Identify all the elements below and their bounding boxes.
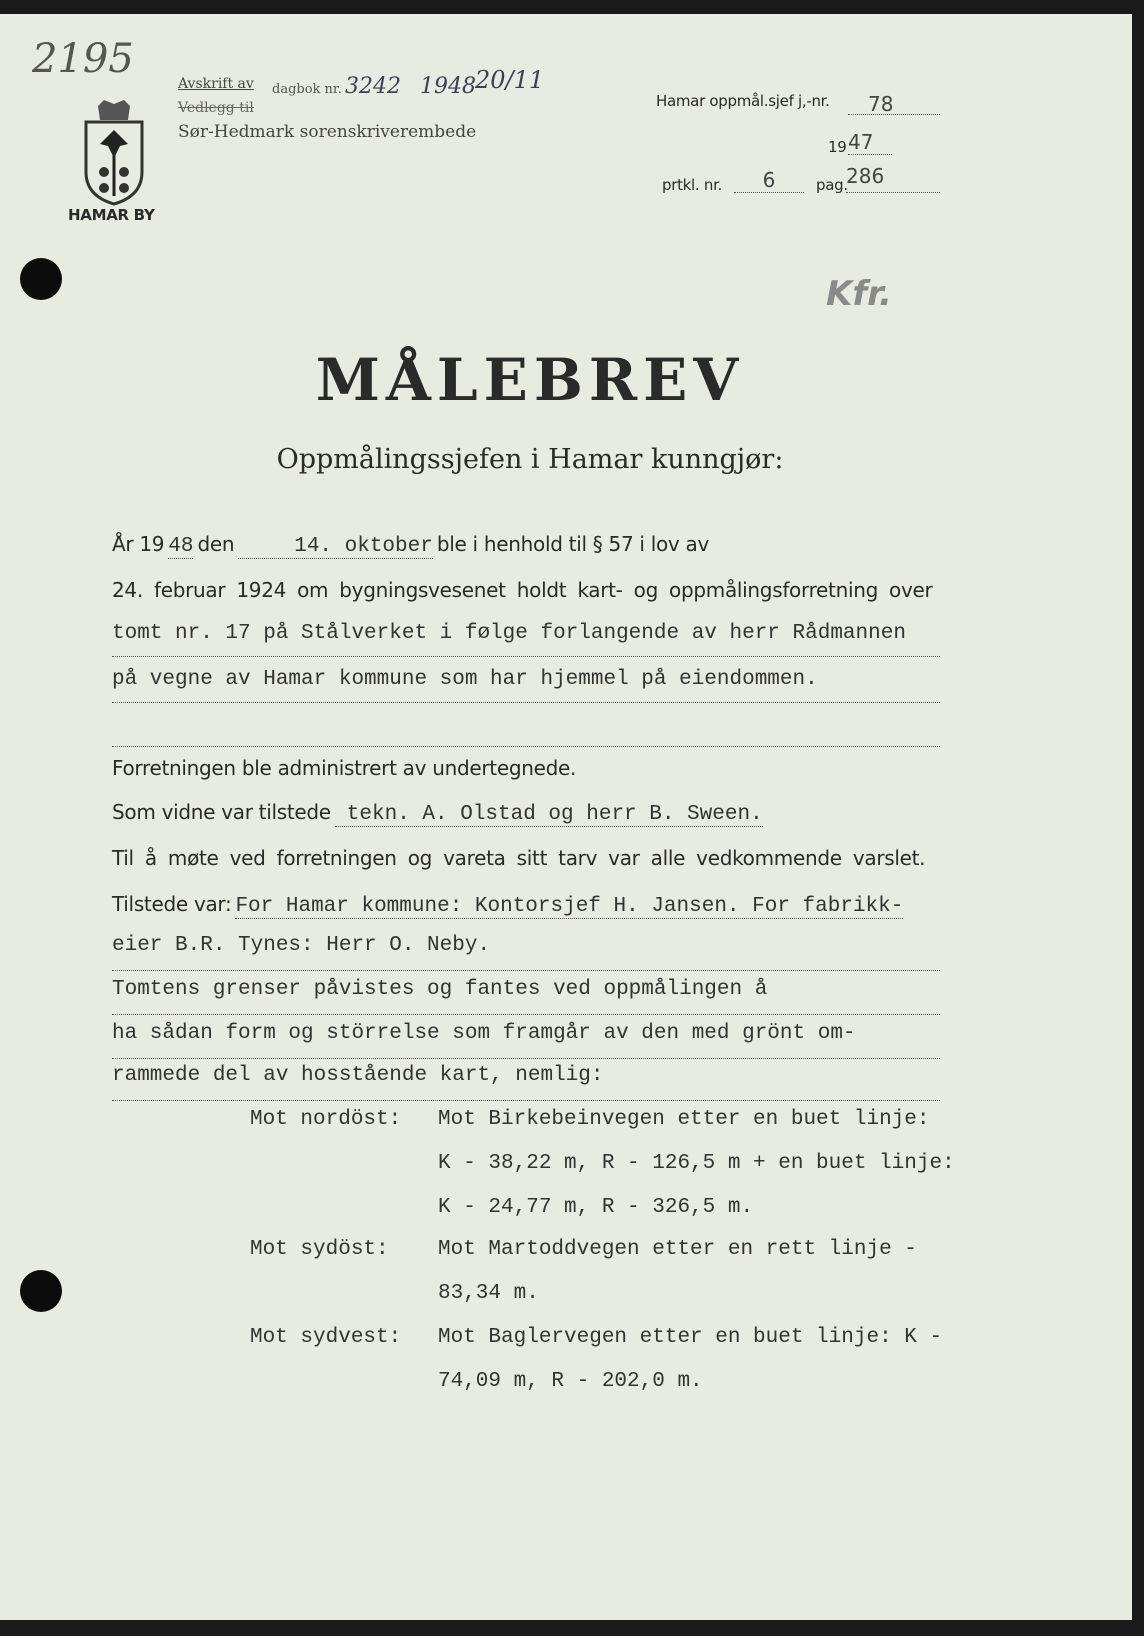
prtkl-value: 6 [734,168,804,193]
stamp-vedlegg: Vedlegg til [178,100,254,116]
body-line-10: Tomtens grenser påvistes og fantes ved oppmålingen å [112,978,768,1001]
pag-label: pag. [816,176,848,194]
boundary-label-southeast: Mot sydöst: [250,1238,389,1261]
boundary-label-southwest: Mot sydvest: [250,1326,402,1349]
dagbok-number: 3242 [345,74,401,99]
body-line-5: Forretningen ble administrert av undertegnede. [112,756,577,780]
body-line-7: Til å møte ved forretningen og vareta sitt tarv var alle vedkommende varslet. [112,846,926,870]
page-title: MÅLEBREV [315,346,745,414]
body-line-6: Som vidne var tilstede tekn. A. Olstad og herr B. Sween. [112,800,763,826]
body-line-11: ha sådan form og störrelse som framgår av den med grönt om- [112,1022,856,1045]
dagbok-year: 1948 [420,74,476,99]
body-line-12: rammede del av hosstående kart, nemlig: [112,1064,604,1087]
prtkl-label: prtkl. nr. [662,176,723,194]
boundary-text: Mot Birkebeinvegen etter en buet linje: [438,1108,930,1131]
margin-note: Kfr. [826,274,892,314]
boundary-text: 83,34 m. [438,1282,539,1305]
boundary-text: K - 24,77 m, R - 326,5 m. [438,1196,754,1219]
court-name: Sør-Hedmark sorenskriverembede [178,122,477,142]
body-line-2: 24. februar 1924 om bygningsvesenet holdt kart- og oppmålingsforretning over [112,578,933,602]
year-value: 47 [848,130,892,155]
boundary-text: Mot Baglervegen etter en buet linje: K - [438,1326,943,1349]
punch-hole [20,1270,62,1312]
body-line-1: År 19 48 den 14. oktober ble i henhold til § 57 i lov av [112,532,710,558]
boundary-text: 74,09 m, R - 202,0 m. [438,1370,703,1393]
coat-of-arms-icon [78,100,150,206]
boundary-text: Mot Martoddvegen etter en rett linje - [438,1238,917,1261]
dagbok-date: 20/11 [475,66,545,94]
page-subtitle: Oppmålingssjefen i Hamar kunngjør: [276,444,784,475]
jnr-field: 78 [848,92,940,115]
stamp-avskrift: Avskrift av [178,76,254,92]
boundary-label-northeast: Mot nordöst: [250,1108,402,1131]
year-prefix: 19 [828,138,847,156]
document-page [0,14,1132,1620]
city-label: HAMAR BY [68,206,155,224]
jnr-label: Hamar oppmål.sjef j,-nr. [656,92,830,110]
body-line-3: tomt nr. 17 på Stålverket i følge forlangende av herr Rådmannen [112,622,906,645]
archive-number: 2195 [32,36,134,82]
blank-dotted-line [112,712,940,747]
body-line-9: eier B.R. Tynes: Herr O. Neby. [112,934,491,957]
pag-value: 286 [846,164,940,193]
boundary-text: K - 38,22 m, R - 126,5 m + en buet linje: [438,1152,955,1175]
punch-hole [20,258,62,300]
body-line-8: Tilstede var: For Hamar kommune: Kontorsjef H. Jansen. For fabrikk- [112,892,904,918]
stamp-dagbok-label: dagbok nr. [272,82,342,97]
body-line-4: på vegne av Hamar kommune som har hjemmel på eiendommen. [112,668,818,691]
